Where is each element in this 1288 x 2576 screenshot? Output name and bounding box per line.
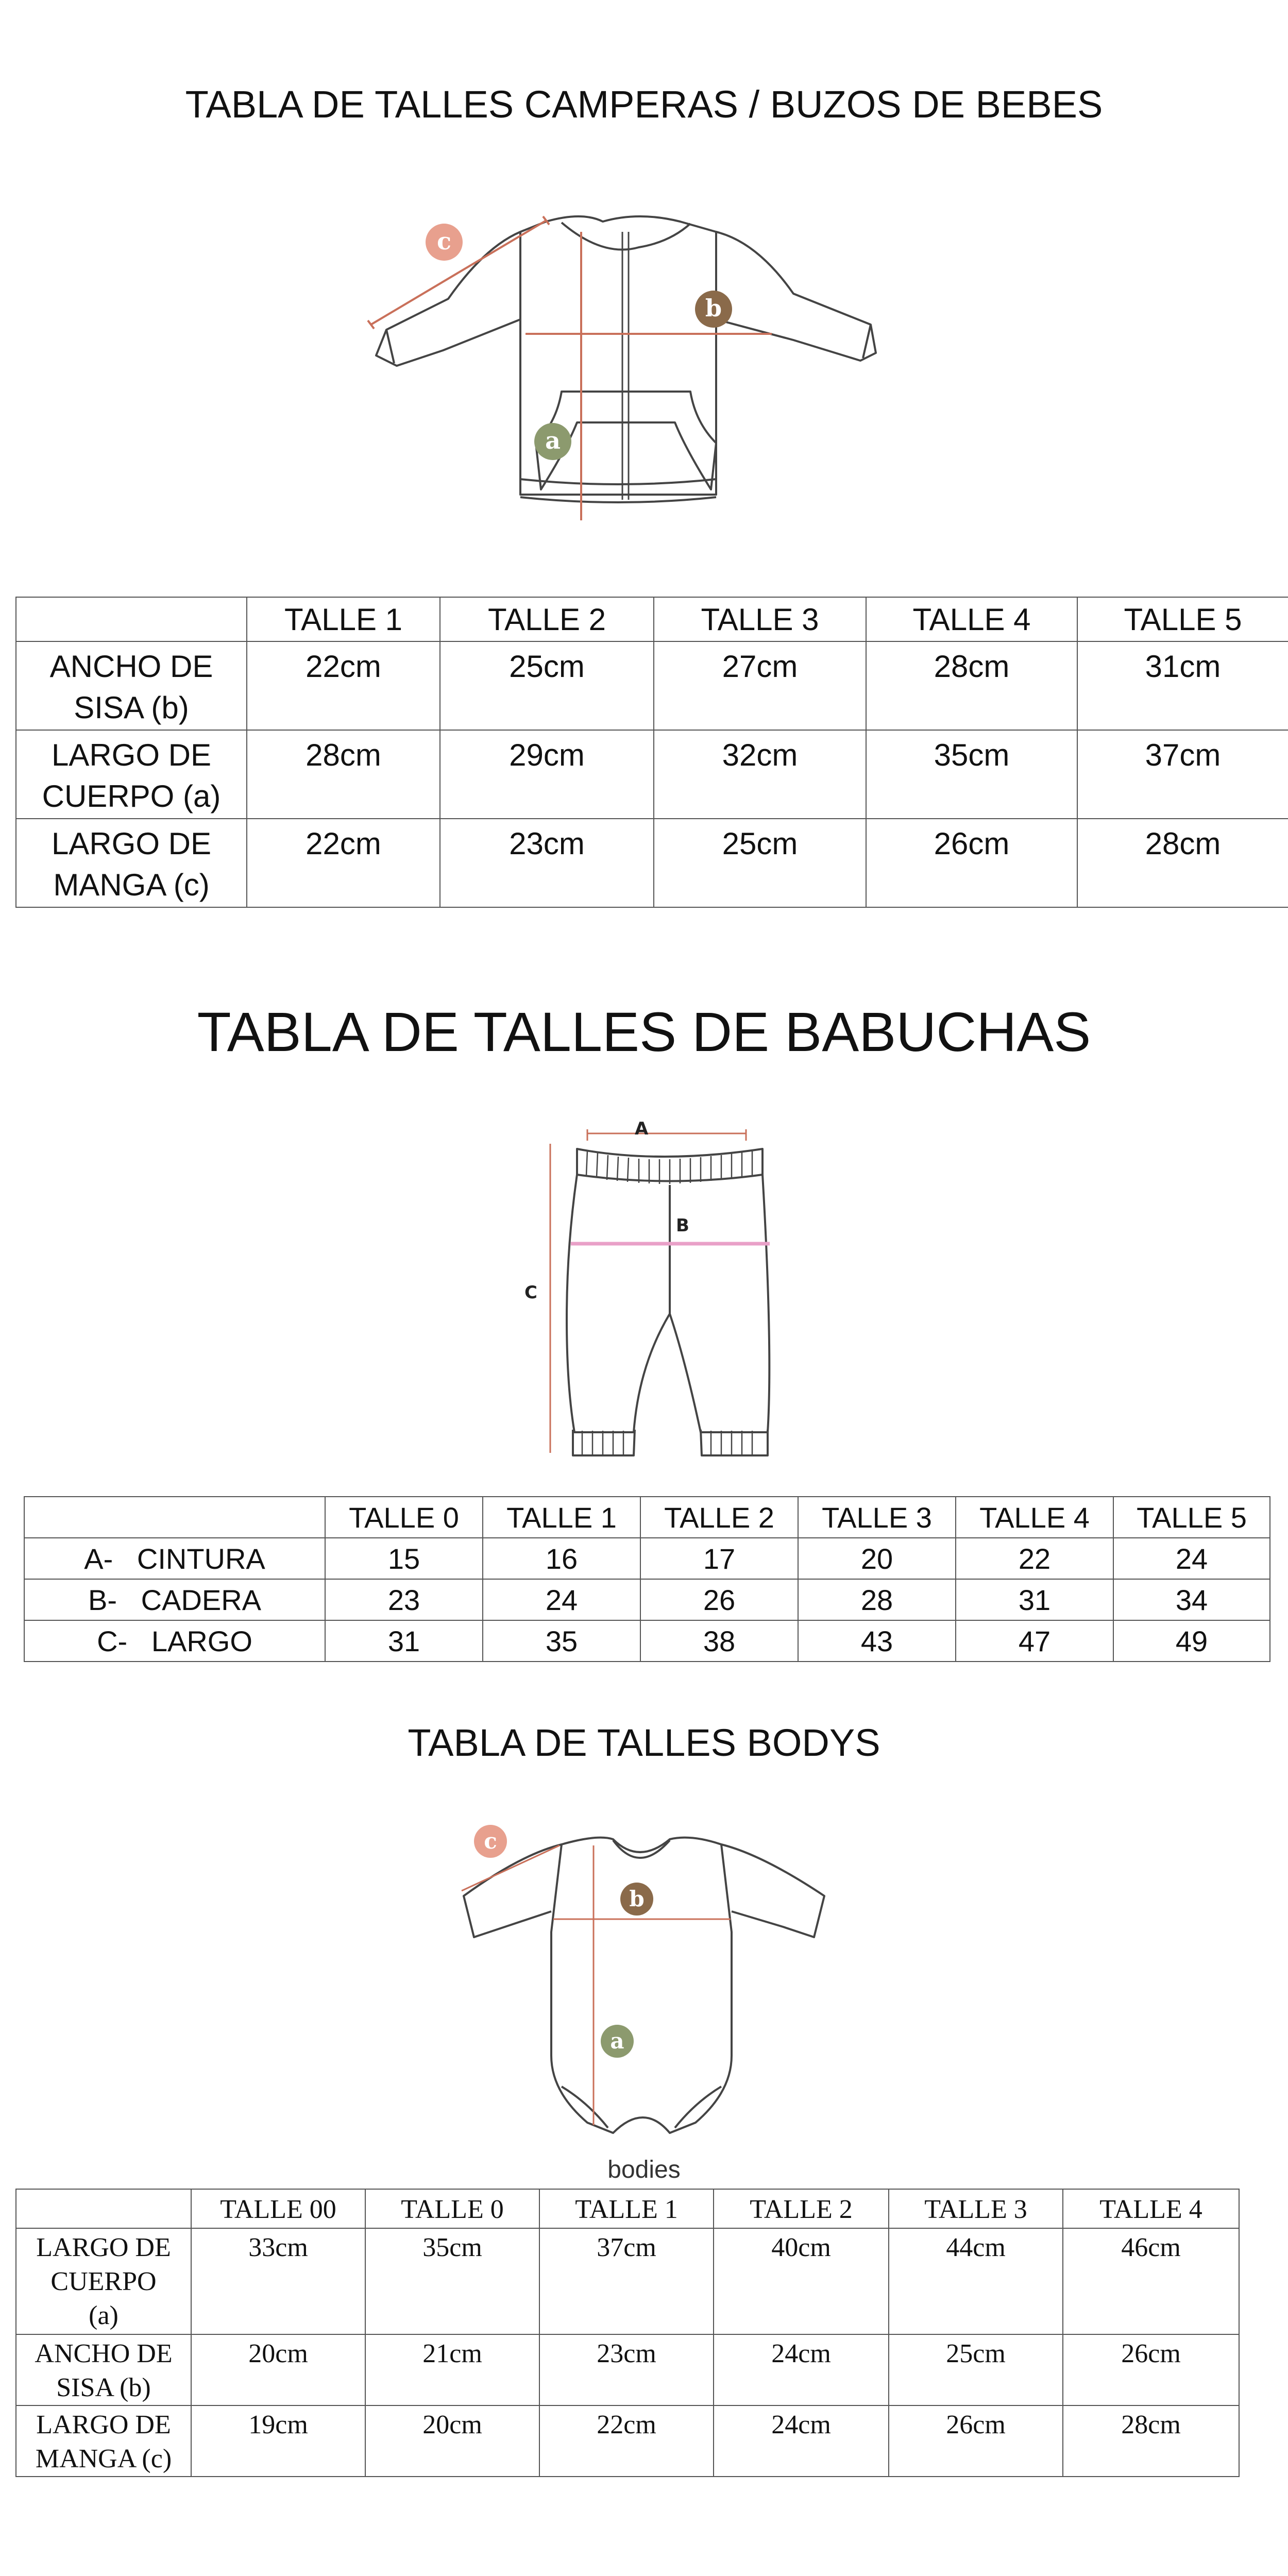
value-cell: 20cm (365, 2405, 539, 2477)
table-header-row (16, 597, 1288, 641)
bodys-caption: bodies (607, 2156, 681, 2183)
value-cell: 25cm (889, 2334, 1063, 2405)
row-label: LARGO DE MANGA (c) (16, 819, 247, 907)
value-cell: 26 (640, 1579, 798, 1620)
table-row (16, 641, 1288, 730)
value-cell: 15 (325, 1538, 483, 1579)
bodys-title: TABLA DE TALLES BODYS (408, 1721, 880, 1764)
table-row (24, 1538, 1270, 1579)
value-cell: 35 (483, 1620, 640, 1662)
header-cell (16, 597, 247, 641)
marker-c: C (524, 1282, 537, 1303)
row-label: C- LARGO (24, 1620, 325, 1662)
value-cell: 35cm (365, 2228, 539, 2334)
value-cell: 31 (956, 1579, 1113, 1620)
value-cell: 31 (325, 1620, 483, 1662)
marker-c (474, 1825, 507, 1858)
header-cell: TALLE 2 (640, 1497, 798, 1538)
value-cell: 44cm (889, 2228, 1063, 2334)
value-cell: 38 (640, 1620, 798, 1662)
value-cell: 27cm (654, 641, 866, 730)
header-cell: TALLE 1 (539, 2189, 714, 2228)
value-cell: 26cm (1063, 2334, 1239, 2405)
value-cell: 35cm (866, 730, 1077, 819)
svg-text:b: b (705, 294, 722, 322)
marker-b (620, 1883, 653, 1916)
header-cell: TALLE 3 (889, 2189, 1063, 2228)
svg-text:c: c (436, 227, 452, 255)
value-cell: 28cm (247, 730, 440, 819)
value-cell: 49 (1113, 1620, 1270, 1662)
value-cell: 23 (325, 1579, 483, 1620)
value-cell: 16 (483, 1538, 640, 1579)
value-cell: 20 (798, 1538, 956, 1579)
value-cell: 22cm (539, 2405, 714, 2477)
table-header-row (24, 1497, 1270, 1538)
header-cell: TALLE 0 (365, 2189, 539, 2228)
header-cell (24, 1497, 325, 1538)
value-cell: 22 (956, 1538, 1113, 1579)
value-cell: 20cm (191, 2334, 365, 2405)
row-label: B- CADERA (24, 1579, 325, 1620)
marker-b (695, 291, 732, 328)
value-cell: 37cm (539, 2228, 714, 2334)
header-cell: TALLE 3 (654, 597, 866, 641)
value-cell: 24 (483, 1579, 640, 1620)
value-cell: 22cm (247, 819, 440, 907)
value-cell: 31cm (1077, 641, 1288, 730)
svg-text:b: b (629, 1886, 645, 1911)
jackets-title: TABLA DE TALLES CAMPERAS / BUZOS DE BEBES (185, 83, 1103, 126)
row-label: LARGO DE CUERPO (a) (16, 730, 247, 819)
value-cell: 32cm (654, 730, 866, 819)
header-cell: TALLE 4 (956, 1497, 1113, 1538)
pants-size-table (24, 1496, 1270, 1662)
marker-c (426, 224, 463, 261)
value-cell: 24cm (714, 2405, 889, 2477)
header-cell: TALLE 00 (191, 2189, 365, 2228)
marker-b: B (676, 1215, 689, 1236)
value-cell: 28cm (1063, 2405, 1239, 2477)
value-cell: 24cm (714, 2334, 889, 2405)
value-cell: 47 (956, 1620, 1113, 1662)
value-cell: 34 (1113, 1579, 1270, 1620)
svg-text:a: a (610, 2028, 624, 2054)
pants-title: TABLA DE TALLES DE BABUCHAS (197, 1001, 1091, 1063)
body-illustration (443, 1814, 835, 2138)
value-cell: 24 (1113, 1538, 1270, 1579)
svg-text:a: a (545, 427, 561, 454)
header-cell: TALLE 1 (247, 597, 440, 641)
svg-text:c: c (484, 1828, 497, 1854)
value-cell: 22cm (247, 641, 440, 730)
header-cell: TALLE 2 (714, 2189, 889, 2228)
table-row (16, 2228, 1239, 2334)
header-cell: TALLE 5 (1113, 1497, 1270, 1538)
table-row (24, 1620, 1270, 1662)
value-cell: 29cm (440, 730, 654, 819)
marker-a (601, 2025, 634, 2058)
value-cell: 26cm (866, 819, 1077, 907)
marker-a (534, 423, 571, 460)
jacket-illustration (355, 201, 922, 541)
value-cell: 23cm (539, 2334, 714, 2405)
bodys-size-table (15, 2189, 1240, 2477)
value-cell: 28cm (1077, 819, 1288, 907)
table-row (24, 1579, 1270, 1620)
header-cell: TALLE 4 (1063, 2189, 1239, 2228)
header-cell: TALLE 4 (866, 597, 1077, 641)
value-cell: 37cm (1077, 730, 1288, 819)
table-row (16, 2334, 1239, 2405)
header-cell: TALLE 0 (325, 1497, 483, 1538)
pants-illustration (515, 1118, 783, 1458)
value-cell: 23cm (440, 819, 654, 907)
table-row (16, 819, 1288, 907)
value-cell: 28cm (866, 641, 1077, 730)
row-label: ANCHO DE SISA (b) (16, 641, 247, 730)
value-cell: 46cm (1063, 2228, 1239, 2334)
value-cell: 28 (798, 1579, 956, 1620)
value-cell: 26cm (889, 2405, 1063, 2477)
value-cell: 21cm (365, 2334, 539, 2405)
value-cell: 33cm (191, 2228, 365, 2334)
value-cell: 25cm (654, 819, 866, 907)
marker-a: A (635, 1118, 649, 1139)
table-header-row (16, 2189, 1239, 2228)
header-cell: TALLE 2 (440, 597, 654, 641)
row-label: LARGO DE MANGA (c) (16, 2405, 191, 2477)
value-cell: 19cm (191, 2405, 365, 2477)
table-row (16, 2405, 1239, 2477)
row-label: ANCHO DE SISA (b) (16, 2334, 191, 2405)
value-cell: 40cm (714, 2228, 889, 2334)
value-cell: 43 (798, 1620, 956, 1662)
value-cell: 17 (640, 1538, 798, 1579)
header-cell: TALLE 5 (1077, 597, 1288, 641)
table-row (16, 730, 1288, 819)
header-cell: TALLE 3 (798, 1497, 956, 1538)
row-label: LARGO DE CUERPO (a) (16, 2228, 191, 2334)
header-cell (16, 2189, 191, 2228)
row-label: A- CINTURA (24, 1538, 325, 1579)
value-cell: 25cm (440, 641, 654, 730)
header-cell: TALLE 1 (483, 1497, 640, 1538)
jackets-size-table (15, 597, 1288, 908)
